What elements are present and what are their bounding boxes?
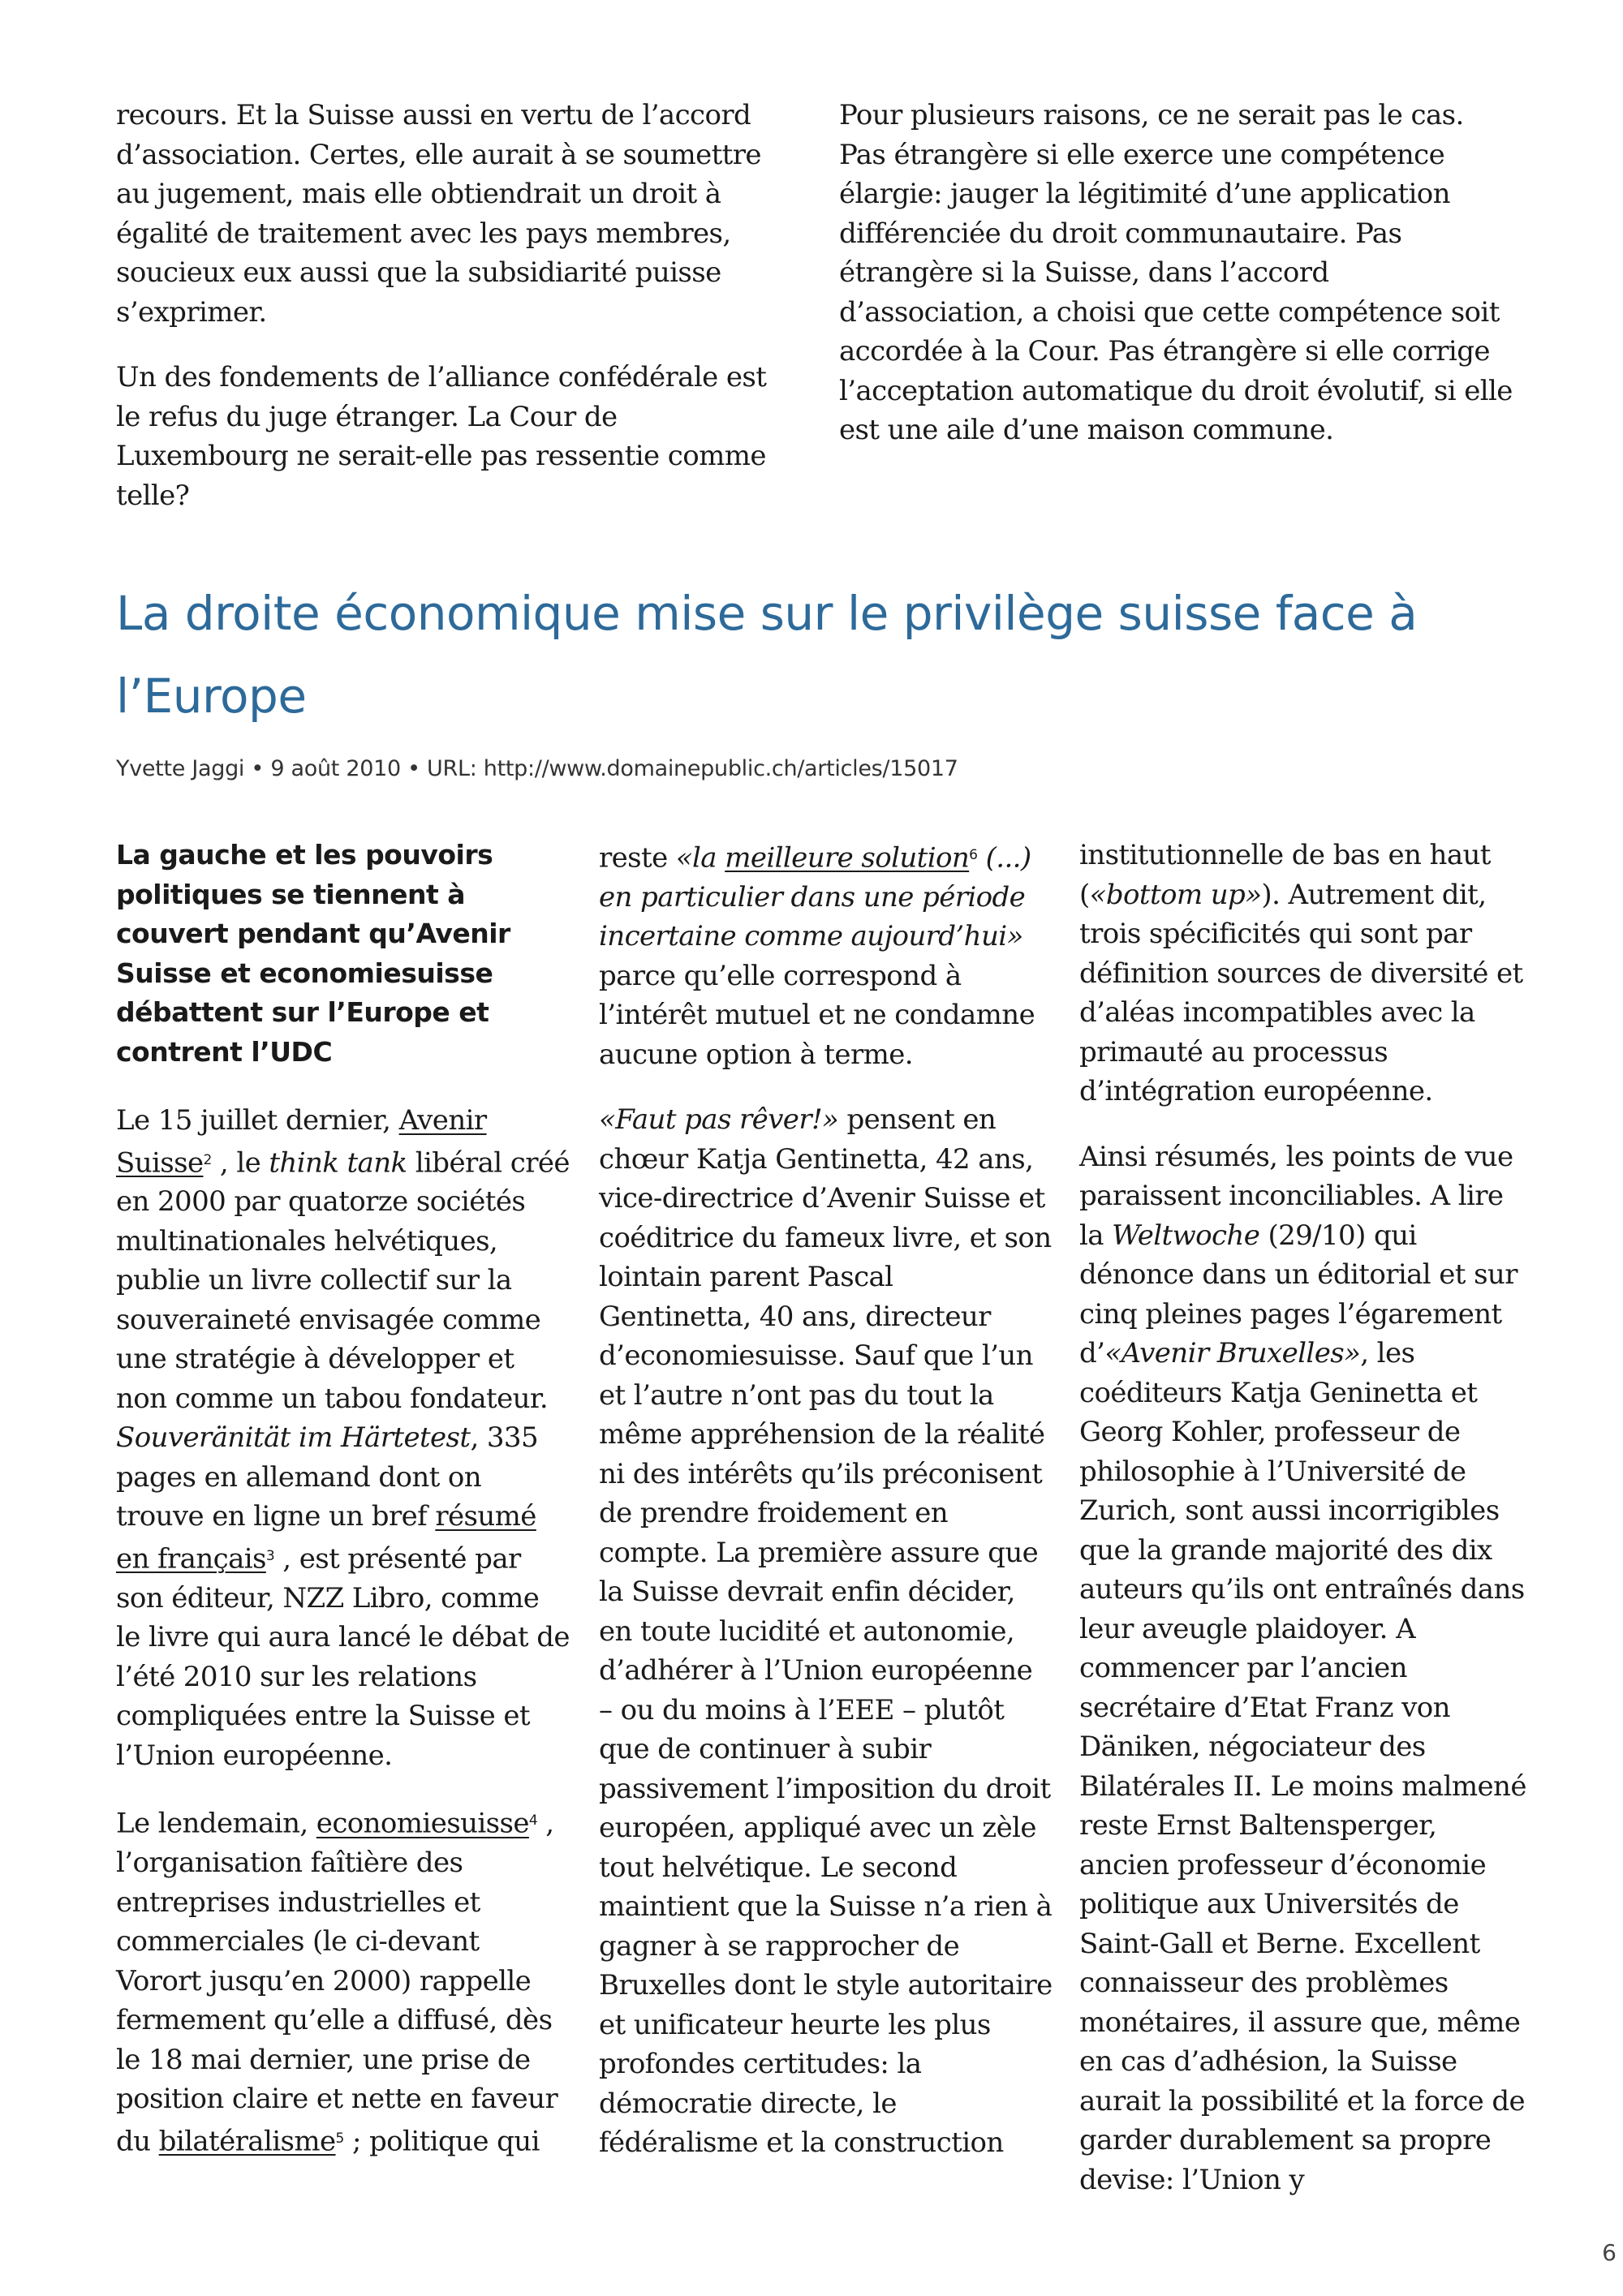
text-run: Ainsi résumés, les points de vue paraissent inconciliables. A lire la [1079,1140,1513,1252]
previous-article-right-column [839,96,1513,476]
text-run: Le 15 juillet dernier, [116,1104,399,1137]
previous-article-paragraph: Pour plusieurs raisons, ce ne serait pas le cas. Pas étrangère si elle exerce une compétence élargie: jauger la légitimité d’une application différenciée du droit communautaire. Pas étrangère si la Suisse, dans l’accord d’association, a choisi que cette compétence soit accordée à la Cour. Pas étrangère si elle corrige l’acceptation automatique du droit évolutif, si elle est une aile d’une maison commune. [839,99,1513,446]
article-column-2 [599,836,1053,2189]
text-run: , les coéditeurs Katja Geninetta et Georg Kohler, professeur de philosophie à l’Université de Zurich, sont aussi incorrigibles que la grande majorité des dix auteurs qu’ils ont entraînés dans leur aveugle plaidoyer. A commencer par l’ancien secrétaire d’Etat Franz von Däniken, négociateur des Bilatérales II. Le moins malmené reste Ernst Baltensperger, ancien professeur d’économie politique aux Universités de Saint-Gall et Berne. Excellent connaisseur des problèmes monétaires, il assure que, même en cas d’adhésion, la Suisse aurait la possibilité et la force de garder durablement sa propre devise: l’Union y [1079,1337,1526,2196]
previous-article-paragraph: recours. Et la Suisse aussi en vertu de l’accord d’association. Certes, elle aurait à se soumettre au jugement, mais elle obtiendrait un droit à égalité de traitement avec les pays membres, soucieux eux aussi que la subsidiarité puisse s’exprimer. [116,99,761,329]
article-paragraph [116,1101,570,1775]
page-number: 6 [1602,2239,1617,2266]
quote: «Avenir Bruxelles» [1104,1337,1361,1369]
link-economiesuisse[interactable]: economiesuisse [316,1807,529,1840]
text-run: (29/10) qui dénonce dans un éditorial et sur cinq pleines pages l’égarement d’ [1079,1219,1518,1369]
text-run: reste [599,841,676,875]
article-lead: La gauche et les pouvoirs politiques se tiennent à couvert pendant qu’Avenir Suisse et economiesuisse débattent sur l’Europe et contrent l’UDC [116,839,510,1068]
quote: «la [675,841,725,875]
link-text: meilleure solution [725,841,970,875]
article-paragraph [1079,1137,1534,2200]
publication-title: Weltwoche [1112,1219,1260,1252]
text-run: institutionnelle de bas en haut ( [1079,839,1491,911]
text-run: , est présenté par son éditeur, NZZ Libro, comme le livre qui aura lancé le débat de l’été 2010 sur les relations compliquées entre la Suisse et l’Union européenne. [116,1542,570,1772]
book-title: Souveränität im Härtetest [116,1421,471,1455]
emphasis: think tank [269,1146,407,1179]
quote: «Faut pas rêver!» [599,1103,839,1137]
article-paragraph [116,1801,570,2161]
link-resume-francais[interactable]: résumé en français [116,1500,536,1576]
text-run: libéral créé en 2000 par quatorze sociétés multinationales helvétiques, publie un livre collectif sur la souveraineté envisagée comme une stratégie à développer et non comme un tabou fondateur. [116,1146,570,1415]
text-run: pensent en chœur Katja Gentinetta, 42 ans, vice-directrice d’Avenir Suisse et coéditrice du fameux livre, et son lointain parent Pascal Gentinetta, 40 ans, directeur d’economiesuisse. Sauf que l’un et l’autre n’ont pas du tout la même appréhension de la réalité ni des intérêts qu’ils préconisent de prendre froidement en compte. La première assure que la Suisse devrait enfin décider, en toute lucidité et autonomie, d’adhérer à l’Union européenne – ou du moins à l’EEE – plutôt que de continuer à subir passivement l’imposition du droit européen, appliqué avec un zèle tout helvétique. Le second maintient que la Suisse n’a rien à gagner à se rapprocher de Bruxelles dont le style autoritaire et unificateur heurte les plus profondes certitudes: la démocratie directe, le fédéralisme et la construction [599,1103,1053,2160]
footnote-marker: 3 [265,1547,275,1564]
footnote-marker: 5 [335,2130,344,2147]
text-run: , le [211,1146,269,1179]
quote: «bottom up» [1089,878,1262,911]
text-run: Le lendemain, [116,1807,316,1840]
text-run: ). Autrement dit, trois spécificités qui sont par définition sources de diversité et d’aléas incompatibles avec la primauté au processus d’intégration européenne. [1079,878,1523,1107]
link-avenir-suisse[interactable]: Avenir Suisse [116,1104,487,1179]
article-title: La droite économique mise sur le privilège suisse face à l’Europe [116,586,1418,724]
quote: (...) en particulier dans une période incertaine comme aujourd’hui» [599,841,1031,953]
footnote-marker: 2 [203,1151,212,1168]
link-bilateralisme[interactable]: bilatéralisme [158,2124,336,2157]
article-byline: Yvette Jaggi • 9 août 2010 • URL: http://www.domainepublic.ch/articles/15017 [116,756,958,781]
article-paragraph [1079,836,1534,1111]
article-paragraph [599,836,1053,1074]
previous-article-left-column [116,96,790,541]
article-paragraph [599,1100,1053,2163]
text-run: , l’organisation faîtière des entreprises industrielles et commerciales (le ci-devant Vorort jusqu’en 2000) rappelle fermement qu’elle a diffusé, dès le 18 mai dernier, une prise de position claire et nette en faveur du [116,1807,558,2157]
article-column-1 [116,836,570,2186]
text-run: ; politique qui [343,2124,540,2157]
footnote-marker: 6 [969,847,978,863]
footnote-marker: 4 [528,1812,538,1829]
link-meilleure-solution[interactable] [725,841,969,874]
article-column-3 [1079,836,1534,2225]
text-run: , 335 pages en allemand dont on trouve en ligne un bref [116,1421,538,1533]
previous-article-paragraph: Un des fondements de l’alliance confédérale est le refus du juge étranger. La Cour de Luxembourg ne serait-elle pas ressentie comme telle? [116,361,767,512]
text-run: parce qu’elle correspond à l’intérêt mutuel et ne condamne aucune option à terme. [599,959,1035,1071]
